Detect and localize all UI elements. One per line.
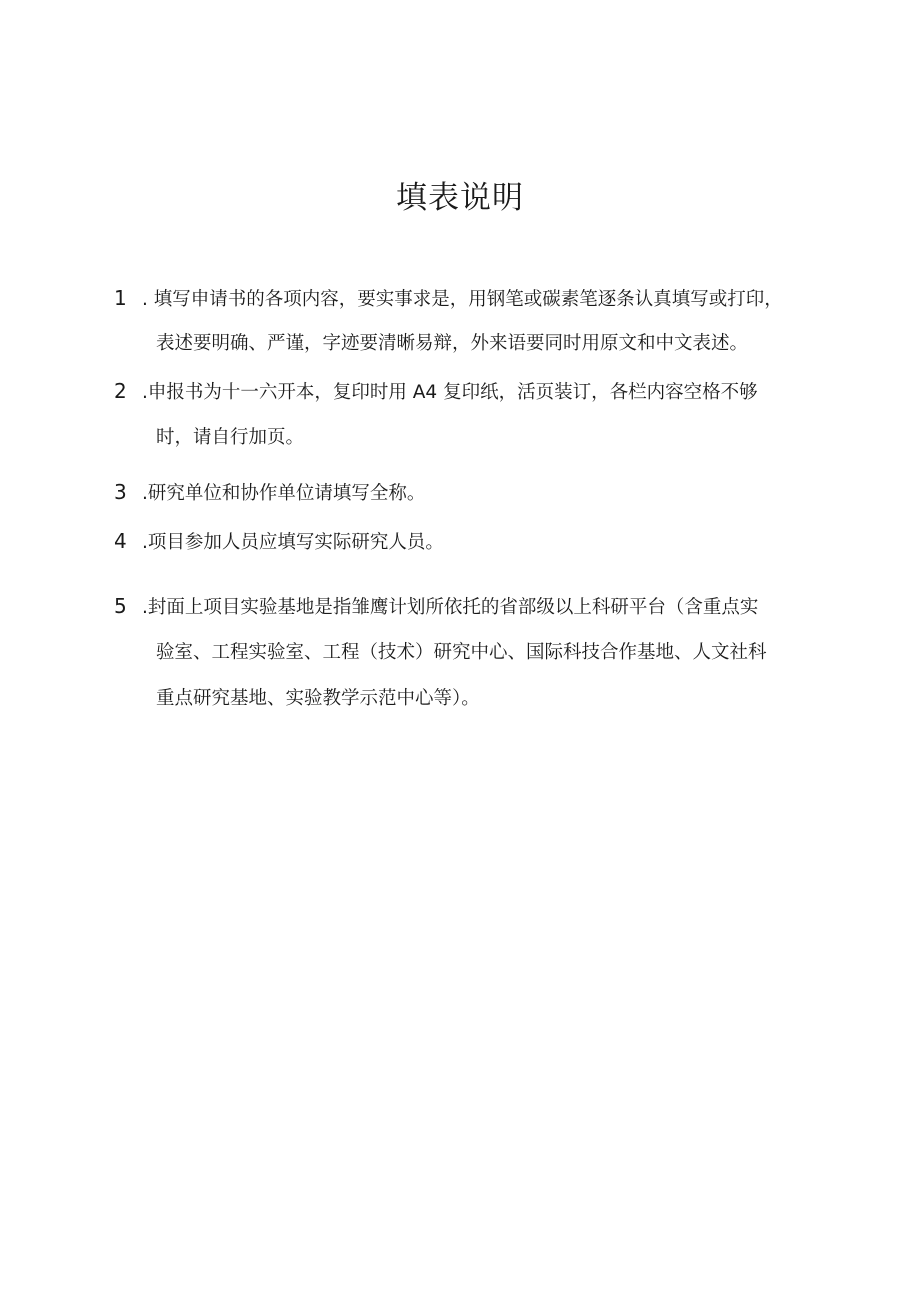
item-5-line-2 (114, 641, 818, 665)
item-text: . 填写申请书的各项内容，要实事求是，用钢笔或碳素笔逐条认真填写或打印， (142, 289, 783, 310)
instruction-item-3 (114, 480, 818, 504)
item-number: 4 (114, 529, 127, 553)
item-2-line-2 (114, 426, 818, 450)
item-number: 3 (114, 480, 127, 504)
item-text: .封面上项目实验基地是指雏鹰计划所依托的省部级以上科研平台（含重点实 (142, 597, 759, 618)
item-1-line-2 (114, 332, 818, 356)
item-3-line-1 (114, 480, 818, 504)
item-5-line-3 (114, 687, 818, 711)
instruction-item-1 (114, 286, 818, 356)
item-4-line-1 (114, 529, 818, 553)
instruction-item-4 (114, 529, 818, 553)
item-text: 表述要明确、严谨，字迹要清晰易辩，外来语要同时用原文和中文表述。 (156, 333, 749, 354)
item-text: .研究单位和协作单位请填写全称。 (142, 483, 426, 504)
item-number: 2 (114, 379, 127, 403)
item-text: 时，请自行加页。 (156, 427, 305, 448)
item-text: 重点研究基地、实验教学示范中心等）。 (156, 688, 480, 709)
item-number: 5 (114, 594, 127, 618)
instruction-item-5 (114, 594, 818, 711)
item-1-line-1 (114, 286, 818, 310)
item-2-line-1 (114, 379, 818, 403)
item-text: .项目参加人员应填写实际研究人员。 (142, 532, 444, 553)
item-number: 1 (114, 286, 127, 310)
page-title: 填表说明 (396, 180, 524, 216)
item-5-line-1 (114, 594, 818, 618)
item-text: .申报书为十一六开本，复印时用 A4 复印纸，活页装订，各栏内容空格不够 (142, 382, 758, 403)
item-text: 验室、工程实验室、工程（技术）研究中心、国际科技合作基地、人文社科 (156, 642, 767, 663)
instruction-item-2 (114, 379, 818, 450)
